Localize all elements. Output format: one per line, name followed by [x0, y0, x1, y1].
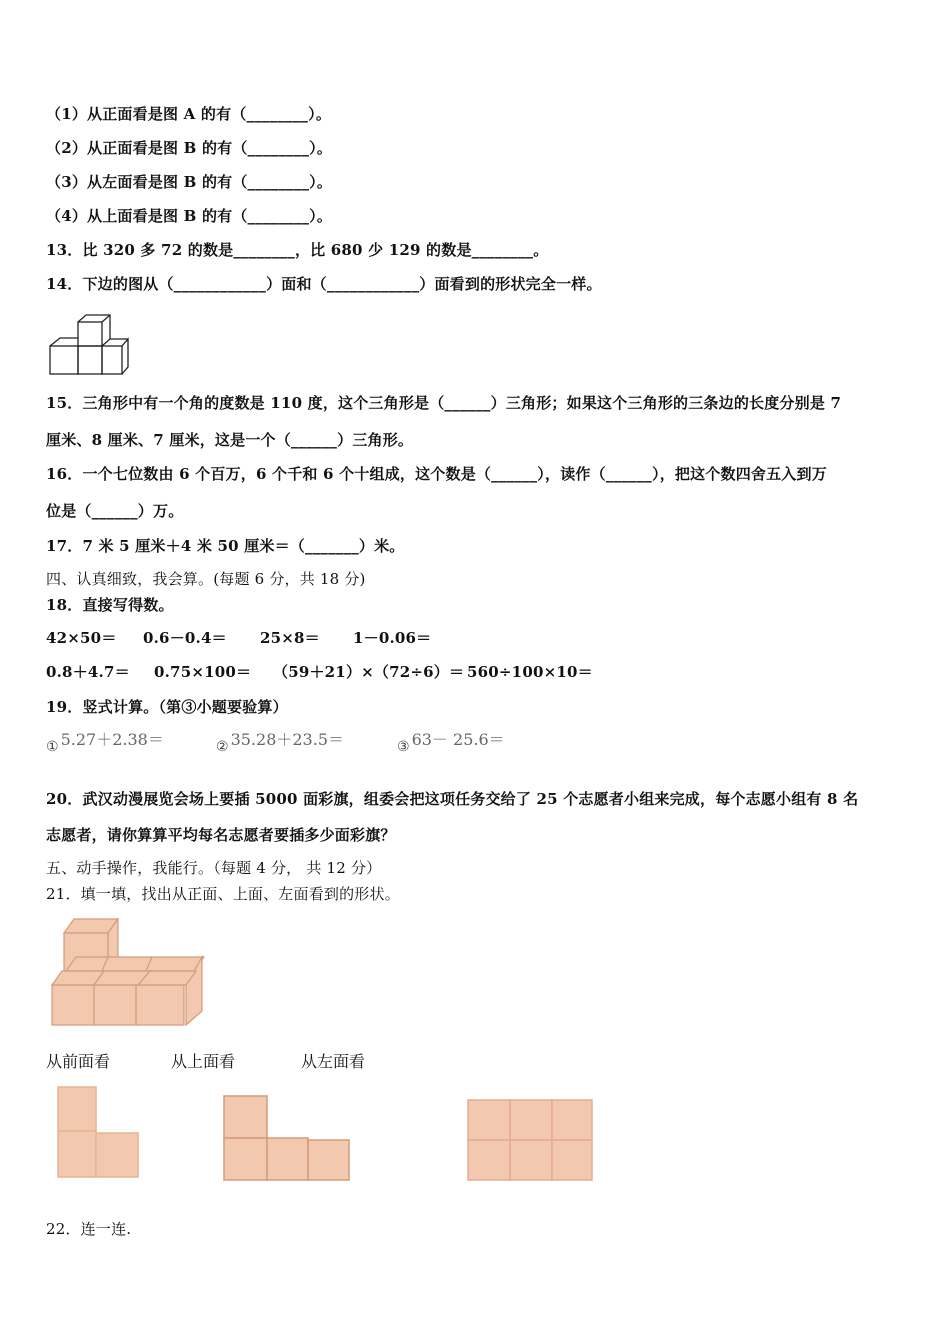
q12-item-3: （3）从左面看是图 B 的有（________）。 [46, 173, 333, 191]
question-22: 22．连一连. [46, 1220, 132, 1238]
q18-expr: 0.8＋4.7＝ [46, 663, 130, 681]
section-5-heading: 五、动手操作，我能行。（每题 4 分， 共 12 分） [46, 859, 382, 877]
question-20-line-1: 20．武汉动漫展览会场上要插 5000 面彩旗，组委会把这项任务交给了 25 个志愿者小组来完成，每个志愿小组有 8 名 [46, 790, 859, 808]
view-shape-1 [56, 1085, 142, 1179]
question-16-line-1: 16．一个七位数由 6 个百万，6 个千和 6 个十组成，这个数是（______），读作（______），把这个数四舍五入到万 [46, 465, 827, 483]
q12-item-4: （4）从上面看是图 B 的有（________）。 [46, 207, 333, 225]
question-15-line-1: 15．三角形中有一个角的度数是 110 度，这个三角形是（______）三角形；如果这个三角形的三条边的长度分别是 7 [46, 394, 842, 412]
q21-cube-arrangement [46, 915, 206, 1027]
q18-expr: 42×50＝ [46, 629, 117, 647]
q18-expr: 25×8＝ [260, 629, 320, 647]
question-17: 17．7 米 5 厘米＋4 米 50 厘米＝（_______）米。 [46, 537, 405, 555]
view-label-top: 从上面看 [171, 1052, 236, 1071]
q19-item-1: ① 5.27＋2.38＝ [46, 730, 164, 755]
view-label-front: 从前面看 [46, 1052, 111, 1071]
view-shape-3 [466, 1098, 596, 1182]
section-4-heading: 四、认真细致，我会算。(每题 6 分，共 18 分) [46, 570, 366, 588]
view-label-left: 从左面看 [301, 1052, 366, 1071]
question-20-line-2: 志愿者，请你算算平均每名志愿者要插多少面彩旗？ [46, 826, 396, 844]
q14-cube-figure [46, 312, 136, 378]
q18-expr: 0.75×100＝ [154, 663, 252, 681]
q19-item-2: ② 35.28＋23.5＝ [216, 730, 344, 755]
question-18-title: 18．直接写得数。 [46, 596, 174, 614]
q19-item-3: ③ 63－ 25.6＝ [397, 730, 505, 755]
question-21-title: 21．填一填，找出从正面、上面、左面看到的形状。 [46, 885, 400, 903]
q18-expr: 560÷100×10＝ [467, 663, 593, 681]
q12-item-2: （2）从正面看是图 B 的有（________）。 [46, 139, 333, 157]
q18-expr: 1－0.06＝ [353, 629, 432, 647]
q18-expr: （59＋21）×（72÷6）＝ [273, 663, 465, 681]
view-shape-2 [222, 1094, 352, 1182]
question-14: 14．下边的图从（____________）面和（____________）面看到的形状完全一样。 [46, 275, 602, 293]
q18-expr: 0.6－0.4＝ [143, 629, 227, 647]
q12-item-1: （1）从正面看是图 A 的有（________）。 [46, 105, 332, 123]
question-19-title: 19．竖式计算。（第③小题要验算） [46, 698, 288, 716]
question-13: 13．比 320 多 72 的数是________，比 680 少 129 的数是________。 [46, 241, 549, 259]
question-16-line-2: 位是（______）万。 [46, 502, 184, 520]
question-15-line-2: 厘米、8 厘米、7 厘米，这是一个（______）三角形。 [46, 431, 414, 449]
